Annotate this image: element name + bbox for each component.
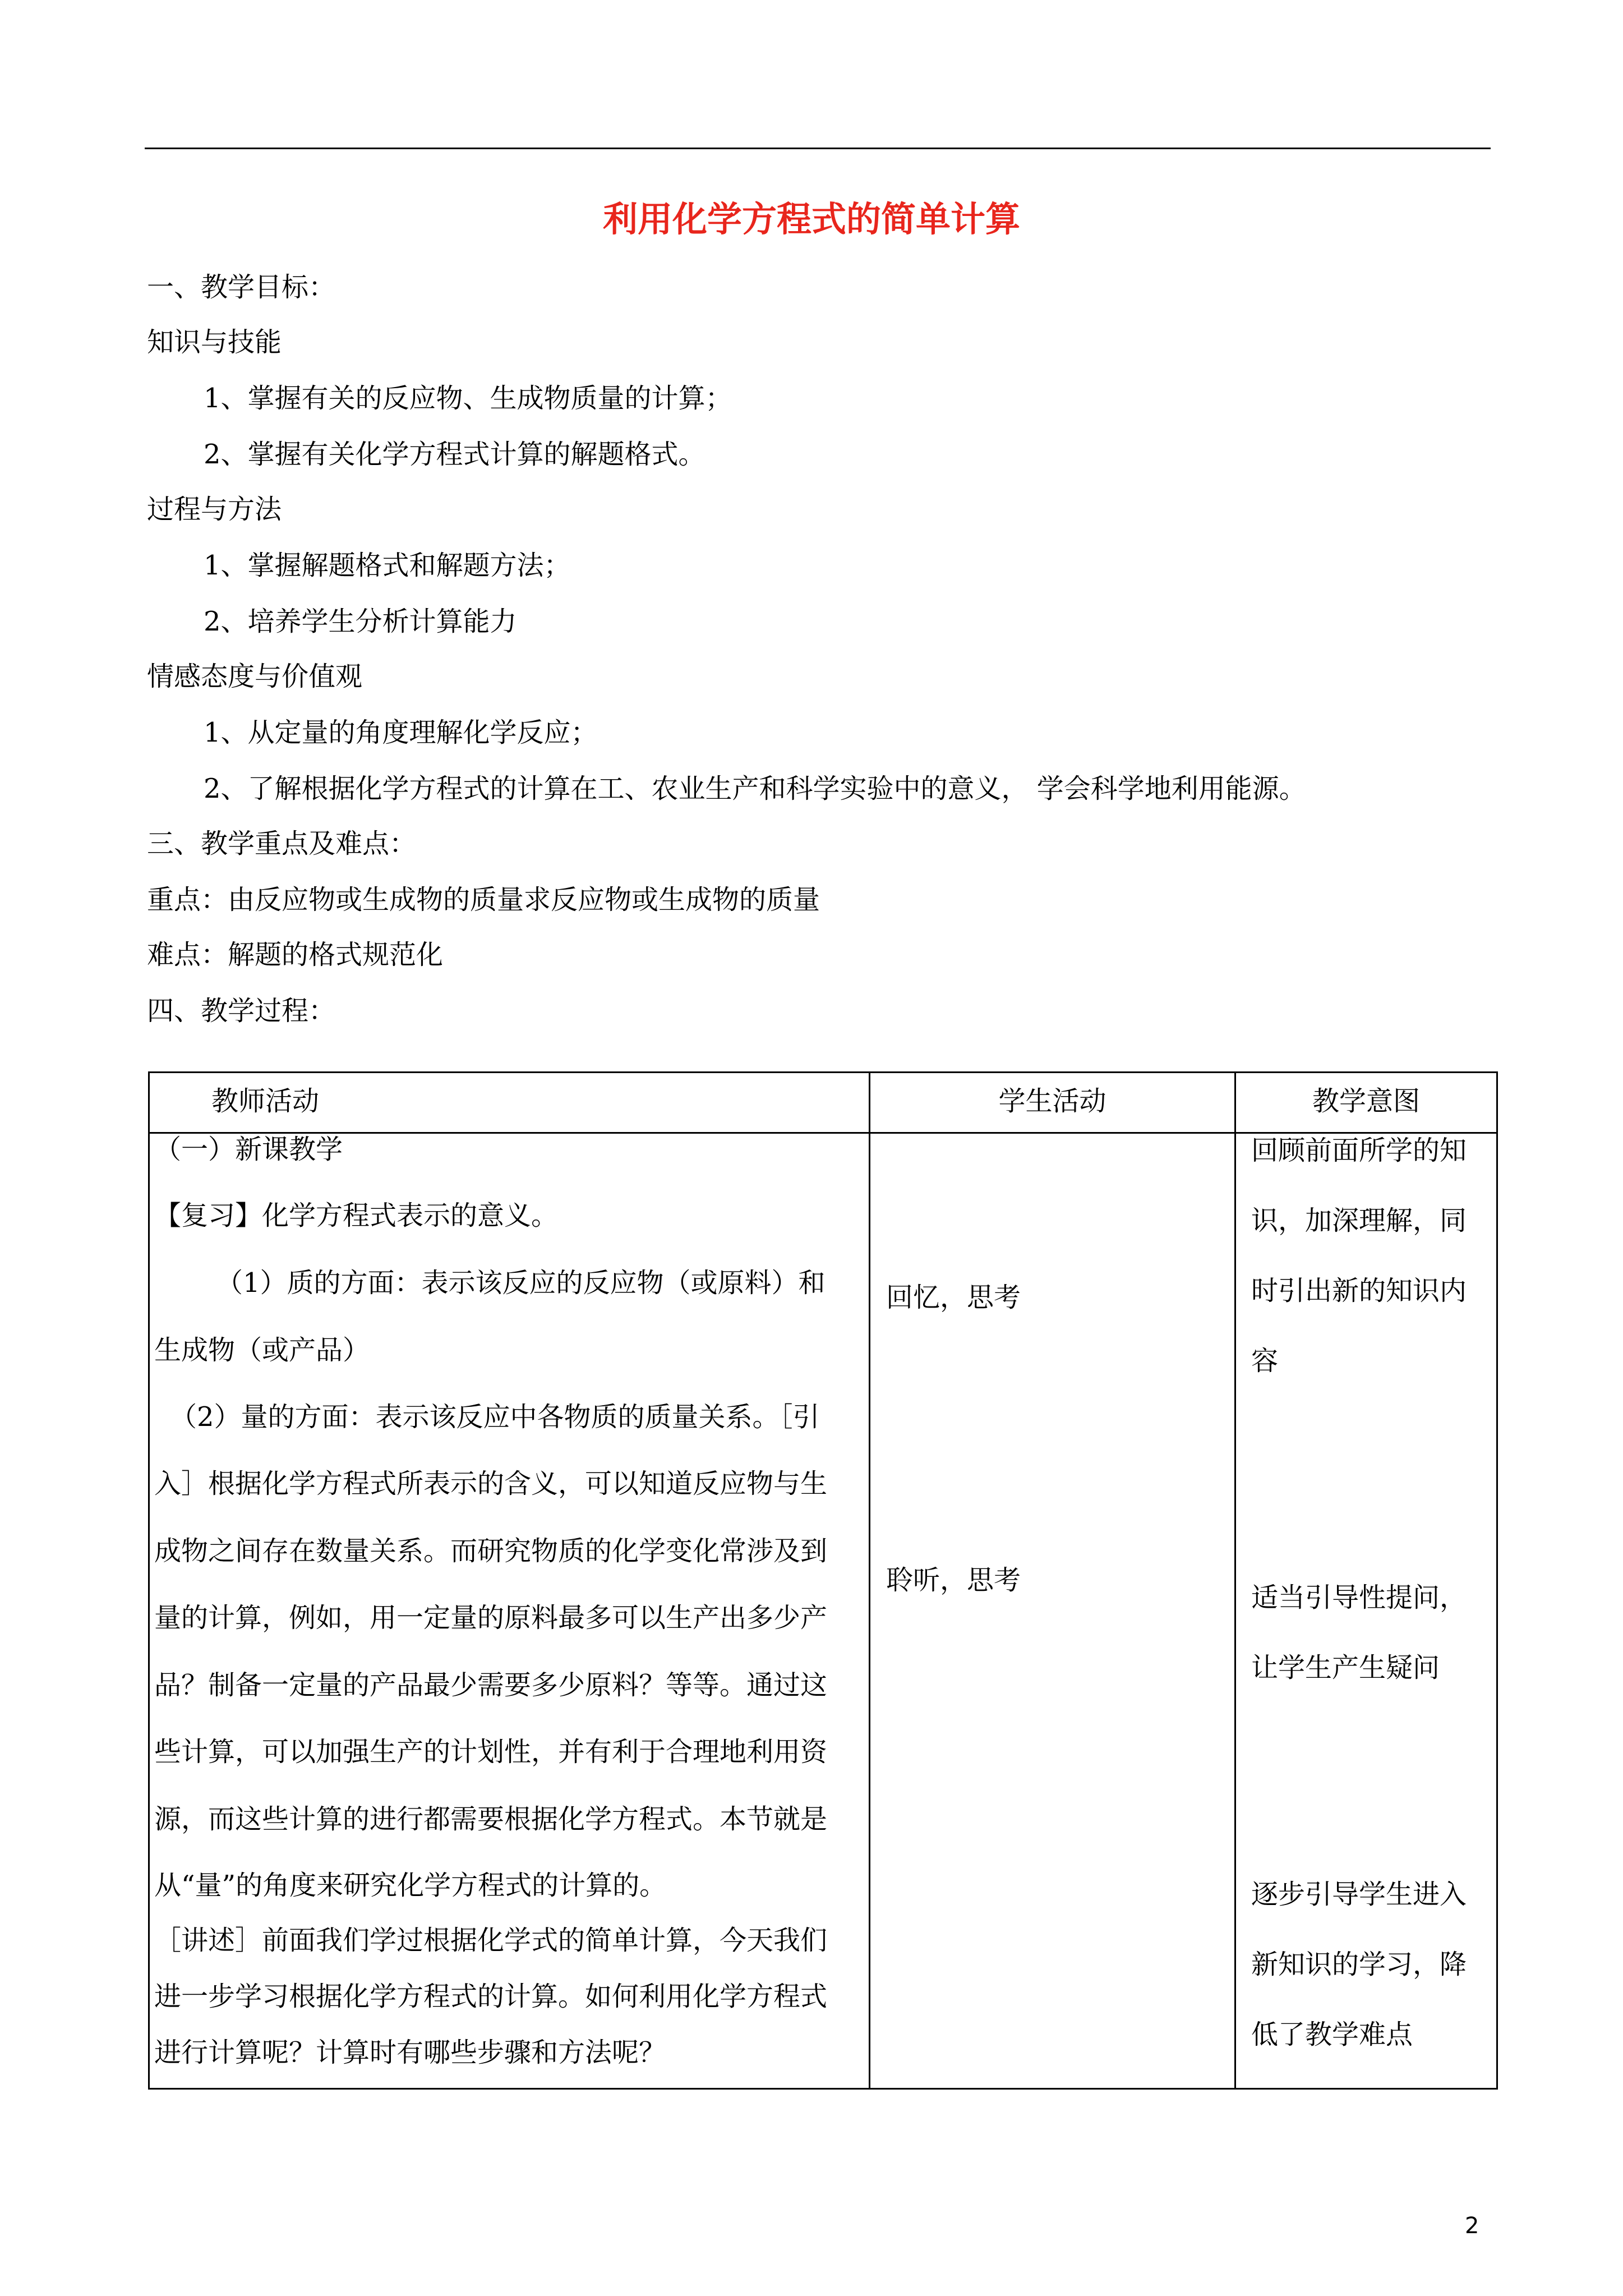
header-teacher: 教师活动	[211, 1085, 320, 1117]
table-header-row	[149, 1073, 1497, 1133]
intent-line: 适当引导性提问，	[1251, 1582, 1467, 1613]
teacher-line: 源，而这些计算的进行都需要根据化学方程式。本节就是	[154, 1803, 828, 1835]
difficult-point: 难点：解题的格式规范化	[147, 939, 444, 970]
process-item-1: 1、掌握解题格式和解题方法；	[204, 550, 571, 581]
goals-heading: 一、教学目标：	[147, 272, 336, 303]
header-cell-student	[870, 1073, 1235, 1133]
intent-line: 容	[1251, 1345, 1279, 1377]
teacher-line: 品？制备一定量的产品最少需要多少原料？等等。通过这	[154, 1669, 828, 1701]
teacher-line: 进一步学习根据化学方程式的计算。如何利用化学方程式	[154, 1981, 828, 2012]
page-number: 2	[1465, 2213, 1479, 2239]
emotion-item-1: 1、从定量的角度理解化学反应；	[204, 717, 598, 748]
teaching-intent-cell	[1235, 1133, 1497, 2089]
emotion-heading: 情感态度与价值观	[147, 661, 363, 692]
key-heading: 三、教学重点及难点：	[147, 828, 417, 859]
intent-line: 时引出新的知识内	[1251, 1275, 1467, 1306]
key-point: 重点：由反应物或生成物的质量求反应物或生成物的质量	[147, 884, 820, 915]
teacher-activity-cell	[149, 1133, 870, 2089]
knowledge-heading: 知识与技能	[147, 326, 282, 358]
teacher-line: 量的计算，例如，用一定量的原料最多可以生产出多少产	[154, 1602, 828, 1634]
knowledge-item-2: 2、掌握有关化学方程式计算的解题格式。	[204, 439, 706, 470]
emotion-item-2: 2、了解根据化学方程式的计算在工、农业生产和科学实验中的意义， 学会科学地利用能源。	[204, 773, 1306, 804]
header-intent: 教学意图	[1312, 1085, 1420, 1117]
teacher-line: （1）质的方面：表示该反应的反应物（或原料）和	[216, 1267, 826, 1299]
teacher-line: 生成物（或产品）	[154, 1335, 370, 1366]
student-line: 回忆，思考	[886, 1282, 1021, 1313]
teaching-process-table	[148, 1071, 1498, 2090]
student-activity-cell	[870, 1133, 1235, 2089]
teacher-line: 【复习】化学方程式表示的意义。	[154, 1200, 559, 1231]
intent-line: 让学生产生疑问	[1251, 1652, 1440, 1683]
teacher-line: 入］根据化学方程式所表示的含义，可以知道反应物与生	[154, 1468, 828, 1499]
intent-line: 逐步引导学生进入	[1251, 1879, 1467, 1910]
intent-line: 识，加深理解，同	[1251, 1205, 1467, 1236]
process-item-2: 2、培养学生分析计算能力	[204, 606, 517, 637]
teacher-line: （2）量的方面：表示该反应中各物质的质量关系。［引	[170, 1401, 820, 1433]
header-student: 学生活动	[998, 1085, 1106, 1117]
teacher-line: 些计算，可以加强生产的计划性，并有利于合理地利用资	[154, 1736, 828, 1768]
teacher-line: 从“量”的角度来研究化学方程式的计算的。	[154, 1870, 667, 1901]
intent-line: 低了教学难点	[1251, 2019, 1413, 2050]
header-cell-intent	[1235, 1073, 1497, 1133]
teacher-line: ［讲述］前面我们学过根据化学式的简单计算，今天我们	[154, 1925, 828, 1956]
knowledge-item-1: 1、掌握有关的反应物、生成物质量的计算；	[204, 383, 732, 414]
intent-line: 新知识的学习，降	[1251, 1949, 1467, 1980]
procedure-heading: 四、教学过程：	[147, 995, 336, 1027]
student-line: 聆听，思考	[886, 1565, 1021, 1596]
teacher-line: 成物之间存在数量关系。而研究物质的化学变化常涉及到	[154, 1535, 828, 1567]
header-cell-teacher	[149, 1073, 870, 1133]
page-title: 利用化学方程式的简单计算	[602, 199, 1020, 240]
intent-line: 回顾前面所学的知	[1251, 1135, 1467, 1166]
teacher-line: （一）新课教学	[154, 1134, 343, 1165]
teacher-line: 进行计算呢？计算时有哪些步骤和方法呢？	[154, 2037, 666, 2068]
process-heading: 过程与方法	[147, 494, 282, 525]
table-row	[149, 1133, 1497, 2089]
header-rule	[145, 148, 1491, 149]
